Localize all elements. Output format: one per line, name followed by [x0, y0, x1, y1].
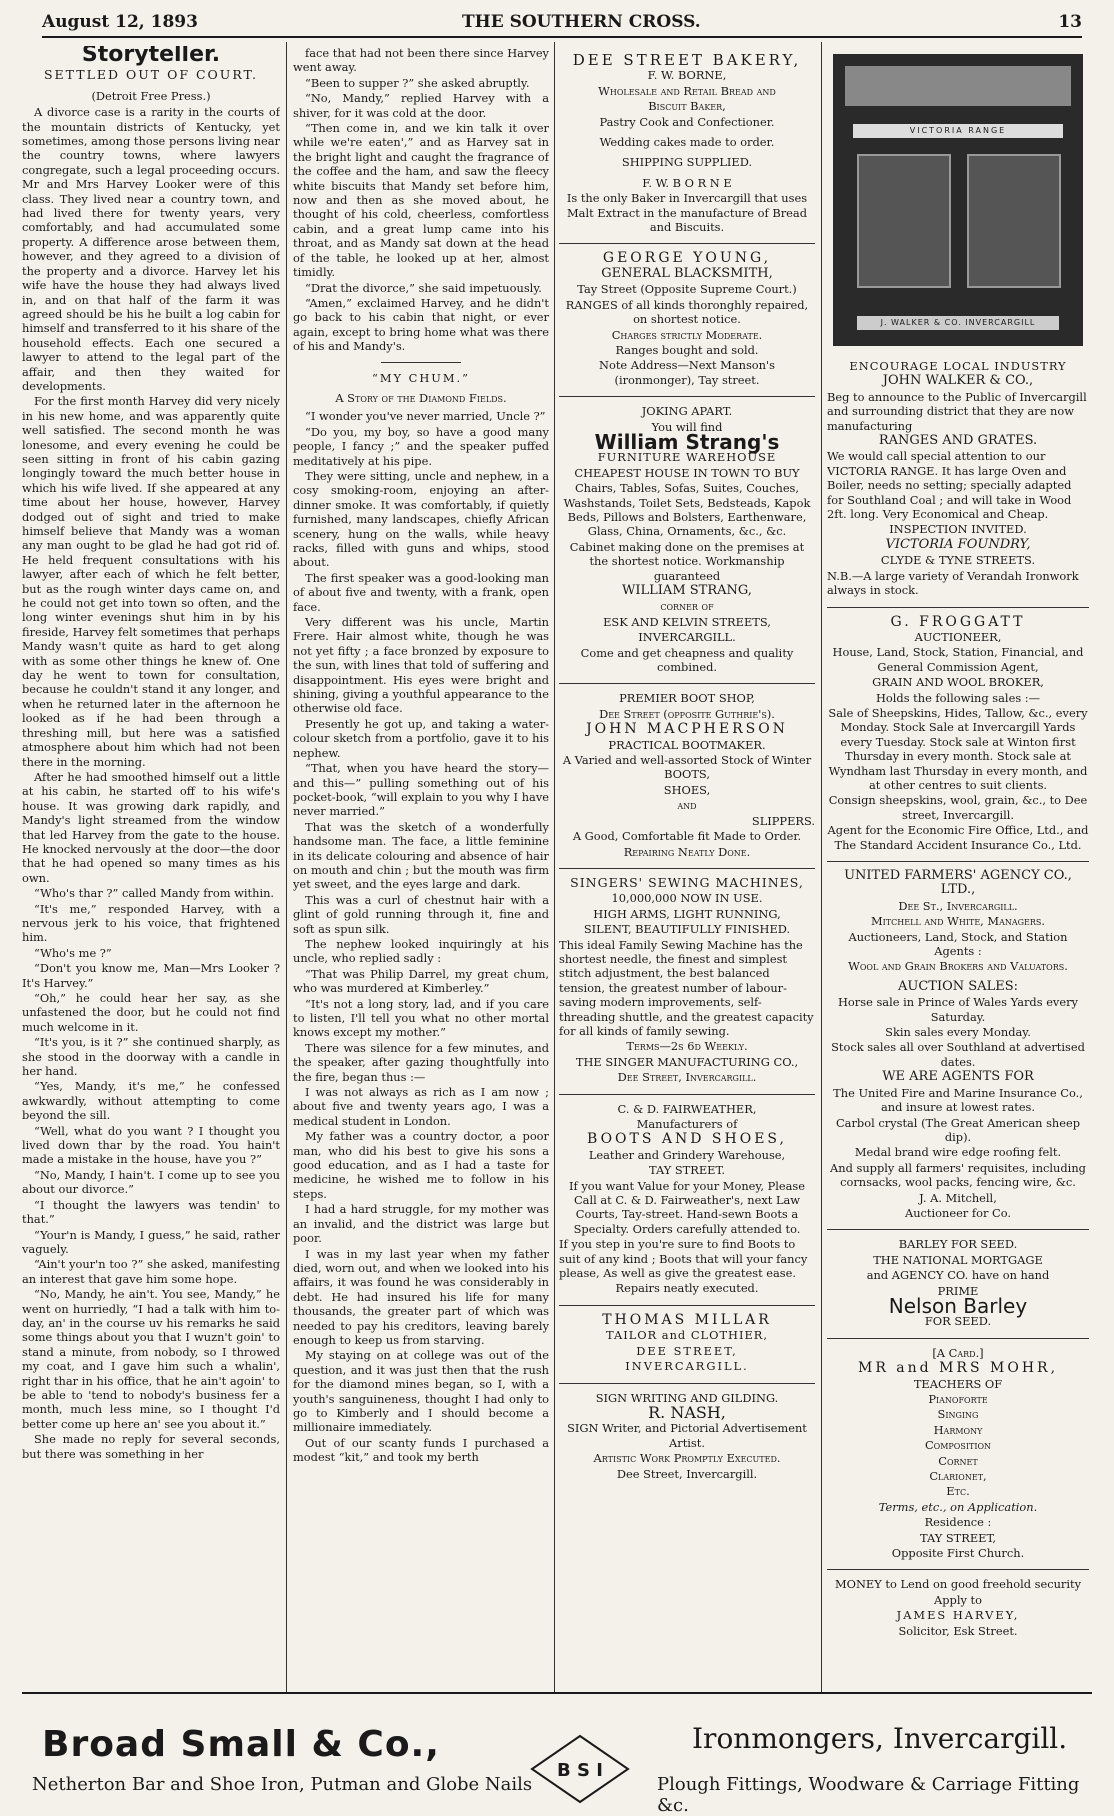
story-separator	[381, 362, 461, 363]
stove-band-label: VICTORIA RANGE	[853, 124, 1063, 138]
ad-heading: UNITED FARMERS' AGENCY CO., LTD.,	[844, 868, 1072, 898]
ad-line: Auctioneers, Land, Stock, and Station Agents :	[848, 929, 1068, 959]
ad-heading: THE NATIONAL MORTGAGE	[873, 1252, 1043, 1267]
story-paragraph: “Who's thar ?” called Mandy from within.	[34, 886, 275, 901]
ad-john-walker	[827, 352, 1089, 608]
ad-line: A Good, Comfortable fit Made to Order.	[572, 829, 802, 844]
ad-line: If you want Value for your Money, Please Call at C. & D. Fairweather's, next Law Courts, Tay-street. Hand-sewn Boots a Specialty. Orders carefully attended to.	[569, 1178, 805, 1236]
column-story-chum	[293, 46, 549, 1686]
ad-line: SHIPPING SUPPLIED.	[621, 155, 753, 170]
ad-united-farmers	[827, 862, 1089, 1230]
story-paragraph: “Well, what do you want ? I thought you lived down thar by the road. You hain't made a mistake in the house, have you ?”	[22, 1123, 280, 1167]
column-advertisements-1	[559, 46, 815, 1686]
ad-line: AUCTION SALES:	[898, 978, 1018, 994]
ad-line: F. W. B O R N E	[642, 175, 732, 190]
ad-line: F. W. BORNE,	[647, 68, 727, 83]
footer-advertisement	[22, 1692, 1092, 1814]
ad-line: Stock sales all over Southland at advertised dates.	[831, 1040, 1085, 1069]
story-paragraph: “Your'n is Mandy, I guess,” he said, rather vaguely.	[22, 1227, 280, 1256]
issue-date: August 12, 1893	[42, 12, 198, 32]
ad-heading: R. NASH,	[648, 1402, 726, 1422]
ad-line: CLYDE & TYNE STREETS.	[880, 553, 1036, 568]
story-paragraph: The nephew looked inquiringly at his uncle, who replied sadly :	[293, 936, 549, 966]
ad-line: Come and get cheapness and quality combined.	[580, 645, 794, 675]
ad-heading: GEORGE YOUNG,	[602, 250, 772, 267]
ad-line: Is the only Baker in Invercargill that uses Malt Extract in the manufacture of Bread and Biscuits.	[566, 191, 808, 235]
ad-line: Pianoforte	[928, 1392, 988, 1406]
masthead	[42, 8, 1082, 34]
ad-line: Auctioneer for Co.	[904, 1205, 1012, 1220]
ad-thomas-millar	[559, 1306, 815, 1384]
story-paragraph: “Who's me ?”	[34, 945, 112, 960]
footer-right-subtitle: Plough Fittings, Woodware & Carriage Fitting &c.	[657, 1774, 1080, 1816]
story-paragraph: Very different was his uncle, Martin Frere. Hair almost white, though he was not yet fifty ; a face bronzed by exposure to the sun, with lines that told of suffering and disappointment. His eyes were bright and shining, giving a youthful appearance to the otherwise old face.	[293, 615, 549, 716]
ad-heading: MR and MRS MOHR,	[857, 1360, 1059, 1377]
ad-heading: THOMAS MILLAR	[602, 1311, 772, 1328]
ad-line: Cornet	[938, 1453, 978, 1468]
ad-heading: MONEY to Lend on good freehold security	[834, 1577, 1082, 1592]
ad-line: Opposite First Church.	[891, 1546, 1025, 1561]
ad-line: WE ARE AGENTS FOR	[882, 1069, 1034, 1085]
ad-line: Repairs neatly executed.	[615, 1281, 759, 1296]
stove-oven-door	[857, 154, 951, 288]
ad-froggatt	[827, 608, 1089, 863]
ad-line: [A Card.]	[932, 1345, 984, 1360]
ad-line: Wholesale and Retail Bread and	[598, 83, 776, 98]
ad-line: VICTORIA FOUNDRY,	[885, 536, 1031, 552]
ad-line: Wedding cakes made to order.	[599, 135, 775, 150]
story-paragraph: Out of our scanty funds I purchased a modest “kit,” and took my berth	[293, 1435, 549, 1465]
ad-line: TAY STREET,	[919, 1530, 997, 1545]
ad-line: If you step in you're sure to find Boots to suit of any kind ; Boots that will your fancy please, As well as give the greatest ease.	[559, 1237, 808, 1281]
footer-right-title: Ironmongers, Invercargill.	[692, 1722, 1068, 1755]
story-paragraph: “It's not a long story, lad, and if you care to listen, I'll tell you what no other mortal knows except my mother.”	[293, 996, 549, 1040]
story-paragraph: “That was Philip Darrel, my great chum, who was murdered at Kimberley.”	[293, 966, 549, 996]
story-paragraph: “Oh,” he could hear her say, as she unfastened the door, but he could not find much welcome in it.	[22, 991, 280, 1034]
ad-line: J. A. Mitchell,	[919, 1190, 997, 1205]
ad-line: 10,000,000 NOW IN USE.	[611, 891, 763, 906]
ad-line: Singing	[937, 1407, 979, 1422]
story-paragraph: “Been to supper ?” she asked abruptly.	[305, 75, 530, 90]
story-paragraph: There was silence for a few minutes, and the speaker, after gazing thoughtfully into the fire, began thus :—	[293, 1040, 549, 1084]
ad-line: CHEAPEST HOUSE IN TOWN TO BUY	[574, 465, 800, 480]
ad-heading: JOHN MACPHERSON	[586, 721, 788, 738]
ad-line: SHOES,	[663, 782, 711, 797]
ad-line: Consign sheepskins, wool, grain, &c., to Dee street, Invercargill.	[828, 793, 1088, 822]
ad-line: THE SINGER MANUFACTURING CO.,	[575, 1054, 799, 1069]
ad-line: PRIME	[937, 1283, 979, 1298]
column-story-settled	[22, 46, 280, 1686]
ad-line: Terms, etc., on Application.	[878, 1499, 1038, 1514]
ad-line: Harmony	[933, 1422, 983, 1437]
paper-title: THE SOUTHERN CROSS.	[462, 12, 701, 32]
ad-line: FOR SEED.	[924, 1314, 992, 1329]
ad-line: Tay Street (Opposite Supreme Court.)	[577, 282, 797, 297]
story-paragraph: For the first month Harvey did very nicely in his new home, and was apparently quite well satisfied. The second month he was lonesome, and every evening he could be seen sitting in front of his cabin gazing longingly toward the much better house in which his wife lived. If she appeared at any time about her house, however, Harvey dodged out of sight and tried to make himself believe that Mandy was a woman any man ought to be glad he had got rid of. He held frequent consultations with his lawyer, after each of which he felt better, but as the rough winter days came on, and he could not get into town so often, and the long winter evenings shut him in by his fireside, Harvey felt sometimes that perhaps Mandy wasn't quite as hard to get along with as some other things he knew of. One day he went to town for consultation, because he couldn't stand it any longer, and when he returned later in the afternoon he looked as if he had been through a threshing mill, but here was a satisfied atmosphere about him which had not been there in the morning.	[22, 394, 280, 769]
story-paragraph: “Then come in, and we kin talk it over while we're eaten',” and as Harvey sat in the bright light and caught the fragrance of the coffee and the ham, and saw the fleecy white biscuits that Mandy set before him, now and then as she moved about, he thought of his cold, cheerless, comfortless cabin, and a great lump came into his throat, and as Mandy sat down at the head of the table, he looked up at her, almost timidly.	[293, 121, 549, 280]
ad-line: Composition	[924, 1438, 992, 1453]
story-paragraph: “I thought the lawyers was tendin' to that.”	[22, 1197, 280, 1227]
ad-line: Cabinet making done on the premises at the shortest notice. Workmanship guaranteed	[569, 539, 805, 583]
story-paragraph: The first speaker was a good-looking man of about five and twenty, with a frank, open face.	[293, 570, 549, 614]
ad-line: DEE STREET,	[636, 1343, 738, 1358]
column-divider	[286, 42, 287, 1692]
ad-william-strang	[559, 397, 815, 684]
ad-line: BARLEY FOR SEED.	[898, 1237, 1018, 1252]
ad-line: Clarionet,	[929, 1469, 987, 1484]
ad-singer-sewing	[559, 869, 815, 1095]
story-paragraph: “No, Mandy, he ain't. You see, Mandy,” he went on hurriedly, “I had a talk with him to-day, an' in the course uv his remarks he said some things about you that I wuzn't goin' to stand a minute, from nobody, so I throwed my coat, and I gave him such a whalin', right thar in his office, that he ain't agoin' to be able to 'tend to nobody's business fer a month, much less mine, so I thought I'd better come up here an' see you about it.”	[22, 1287, 280, 1431]
ad-line: and AGENCY CO. have on hand	[866, 1268, 1050, 1283]
ad-line: We would call special attention to our VICTORIA RANGE. It has large Oven and Boiler, needs no setting; specially adapted for Southland Coal ; and will take in Wood 2ft. long. Very Economical and Cheap.	[827, 449, 1072, 522]
ad-line: WILLIAM STRANG,	[622, 583, 752, 598]
story-paragraph: After he had smoothed himself out a little at his cabin, he started off to his wife's house. It was growing dark rapidly, and Mandy's light streamed from the window that led Harvey from the gate to the house. He knocked nervously at the door—the door that he had opened so many times as his own.	[22, 769, 280, 885]
ad-line: Chairs, Tables, Sofas, Suites, Couches, Washstands, Toilet Sets, Bedsteads, Kapok Beds, Pillows and Bolsters, Earthenware, Glass, China, Ornaments, &c., &c.	[563, 481, 811, 539]
ad-heading: William Strang's	[594, 429, 780, 454]
ad-line: Dee Street, Invercargill.	[617, 1070, 757, 1085]
ad-line: N.B.—A large variety of Verandah Ironwork always in stock.	[827, 568, 1079, 598]
story-paragraph: I was in my last year when my father died, worn out, and when we looked into his affairs, it was found he was considerably in debt. He had insured his life for many thousands, the greater part of which was needed to pay his creditors, leaving barely enough to keep us from starving.	[293, 1246, 549, 1347]
ad-line: SILENT, BEAUTIFULLY FINISHED.	[583, 922, 791, 937]
ad-line: Skin sales every Monday.	[885, 1025, 1031, 1040]
ad-line: corner of	[660, 599, 714, 614]
story-paragraph: “Do you, my boy, so have a good many people, I fancy ;” and the speaker puffed meditatively at his pipe.	[293, 424, 549, 468]
ad-line: Wool and Grain Brokers and Valuators.	[848, 959, 1068, 974]
story-source: (Detroit Free Press.)	[91, 88, 211, 103]
ad-fairweather	[559, 1095, 815, 1306]
ad-heading: DEE STREET BAKERY,	[572, 51, 802, 69]
logo-letters: B S I	[557, 1760, 603, 1781]
story-title: SETTLED OUT OF COURT.	[43, 67, 258, 83]
ad-line: You will find	[651, 419, 723, 434]
story-paragraph: face that had not been there since Harvey went away.	[293, 46, 549, 75]
story-paragraph: This was a curl of chestnut hair with a glint of gold running through it, fine and soft as spun silk.	[293, 892, 549, 936]
ad-mohr-teachers	[827, 1339, 1089, 1571]
ad-line: TAILOR and CLOTHIER,	[606, 1328, 768, 1343]
story-paragraph: “Amen,” exclaimed Harvey, and he didn't go back to his cabin that night, or ever again, except to bring home what was there of his and Mandy's.	[293, 295, 549, 354]
ad-heading: JOHN WALKER & CO.,	[882, 373, 1034, 389]
ad-line: Medal brand wire edge roofing felt.	[854, 1145, 1062, 1160]
ad-line: Mitchell and White, Managers.	[871, 914, 1045, 929]
ad-line: PRACTICAL BOOTMAKER.	[608, 737, 766, 752]
story-paragraph: “It's me,” responded Harvey, with a nervous jerk to his voice, that frightened him.	[22, 901, 280, 945]
column-divider	[821, 42, 822, 1692]
story-paragraph: My staying on at college was out of the question, and it was just then that the rush for the diamond mines began, so I, with a youth's sanguineness, thought I had only to go to Kimberly and I should become a millionaire immediately.	[293, 1348, 549, 1435]
column-divider	[554, 42, 555, 1692]
ad-line: Manufacturers of	[636, 1117, 738, 1131]
story-paragraph: “Drat the divorce,” she said impetuously.	[305, 280, 542, 295]
ad-line: TAY STREET.	[648, 1163, 726, 1178]
story-paragraph: Presently he got up, and taking a water-colour sketch from a portfolio, gave it to his nephew.	[293, 716, 549, 760]
story-paragraph: I was not always as rich as I am now ; about five and twenty years ago, I was a medical student in London.	[293, 1085, 549, 1128]
story-paragraph: That was the sketch of a wonderfully handsome man. The face, a little feminine in its delicate colouring and absence of hair on mouth and chin ; but the mouth was firm yet sweet, and the eyes large and dark.	[293, 819, 549, 892]
ad-line: The United Fire and Marine Insurance Co., and insure at lowest rates.	[833, 1085, 1083, 1115]
ad-line: Terms—2s 6d Weekly.	[626, 1039, 748, 1054]
ad-line: Note Address—Next Manson's (ironmonger), Tay street.	[599, 358, 775, 387]
ad-line: GRAIN AND WOOL BROKER,	[872, 675, 1044, 690]
ad-heading: BOOTS AND SHOES,	[587, 1131, 787, 1148]
story-paragraph: “That, when you have heard the story—and this—” pulling something out of his pocket-book, “will explain to you why I have never married.”	[293, 761, 549, 819]
ad-line: Dee St., Invercargill.	[898, 898, 1018, 913]
ad-line: Biscuit Baker,	[648, 99, 726, 114]
ad-line: and	[677, 798, 697, 813]
ad-line: Dee Street (opposite Guthrie's).	[599, 706, 775, 721]
story-paragraph: “Ain't your'n too ?” she asked, manifesting an interest that gave him some hope.	[22, 1257, 280, 1286]
ad-line: Ranges bought and sold.	[615, 342, 759, 357]
story-paragraph: She made no reply for several seconds, but there was something in her	[22, 1432, 280, 1461]
story-subtitle: A Story of the Diamond Fields.	[335, 390, 507, 405]
ad-premier-boot-shop	[559, 684, 815, 868]
footer-brand: Broad Small & Co.,	[42, 1724, 440, 1765]
ad-heading: G. FROGGATT	[890, 613, 1026, 630]
ad-line: ENCOURAGE LOCAL INDUSTRY	[849, 359, 1067, 373]
ad-line: INSPECTION INVITED.	[889, 522, 1027, 537]
ad-line: Etc.	[946, 1484, 970, 1499]
ad-line: PREMIER BOOT SHOP,	[619, 691, 755, 706]
ad-line: And supply all farmers' requisites, including cornsacks, wool packs, fencing wire, &c.	[830, 1160, 1086, 1190]
ad-line: AUCTIONEER,	[914, 629, 1002, 644]
ad-line: Carbol crystal (The Great American sheep dip).	[835, 1115, 1081, 1144]
ad-money-to-lend	[827, 1570, 1089, 1647]
ad-line: RANGES AND GRATES.	[878, 433, 1038, 449]
ad-george-young	[559, 244, 815, 397]
ad-line: House, Land, Stock, Station, Financial, and General Commission Agent,	[832, 645, 1084, 674]
ad-dee-street-bakery	[559, 46, 815, 244]
story-paragraph: They were sitting, uncle and nephew, in a cosy smoking-room, enjoying an after-dinner smoke. It was comfortably, if quietly furnished, many landscapes, chiefly African scenery, hung on the walls, while heavy racks, filled with guns and whips, stood about.	[293, 468, 549, 570]
ad-line: Nelson Barley	[888, 1293, 1028, 1318]
footer-subtitle: Netherton Bar and Shoe Iron, Putman and Globe Nails	[32, 1774, 533, 1795]
ad-line: Agent for the Economic Fire Office, Ltd., and The Standard Accident Insurance Co., Ltd.	[827, 823, 1089, 852]
ad-line: HIGH ARMS, LIGHT RUNNING,	[593, 906, 781, 921]
ad-line: Dee Street, Invercargill.	[616, 1466, 758, 1481]
stove-boiler-door	[967, 154, 1061, 288]
ad-line: Leather and Grindery Warehouse,	[588, 1147, 786, 1162]
story-paragraph: “It's you, is it ?” she continued sharply, as she stood in the doorway with a candle in her hand.	[22, 1035, 280, 1079]
victoria-range-engraving	[833, 54, 1083, 346]
ad-line: Apply to	[934, 1592, 982, 1607]
story-paragraph: “I wonder you've never married, Uncle ?”	[305, 409, 546, 424]
ad-line: JOKING APART.	[641, 404, 733, 419]
ad-line: A Varied and well-assorted Stock of Winter BOOTS,	[562, 753, 812, 782]
masthead-rule	[42, 36, 1082, 38]
ad-line: JAMES HARVEY,	[896, 1608, 1020, 1623]
ad-heading: SINGERS' SEWING MACHINES,	[570, 874, 804, 890]
ad-line: Horse sale in Prince of Wales Yards every Saturday.	[838, 995, 1078, 1024]
ad-line: FURNITURE WAREHOUSE	[597, 450, 777, 465]
ad-line: INVERCARGILL.	[638, 630, 736, 645]
ad-line: Charges strictly Moderate.	[611, 327, 763, 342]
ad-line: Solicitor, Esk Street.	[898, 1623, 1018, 1638]
ad-line: SIGN Writer, and Pictorial Advertisement Artist.	[567, 1421, 807, 1450]
ad-line: Repairing Neatly Done.	[623, 844, 751, 859]
ad-line: This ideal Family Sewing Machine has the shortest needle, the finest and simplest stitch adjustment, the best balanced tension, the greatest number of labour-saving modern improvements, self-threading shuttle, and the greatest capacity for all kinds of family sewing.	[559, 937, 814, 1038]
ad-line: SIGN WRITING AND GILDING.	[595, 1390, 779, 1405]
story-paragraph: “Don't you know me, Man—Mrs Looker ? It's Harvey.”	[22, 961, 280, 990]
ad-line: C. & D. FAIRWEATHER,	[617, 1101, 757, 1116]
ad-line: INVERCARGILL.	[625, 1359, 749, 1374]
ad-line: Sale of Sheepskins, Hides, Tallow, &c., every Monday. Stock Sale at Invercargill Yards every Tuesday. Stock sale at Winton first Thursday in every month. Stock sale at Wyndham last Thursday in every month, and at other centres to suit clients.	[828, 705, 1088, 792]
ad-line: ESK AND KELVIN STREETS,	[603, 614, 771, 629]
ad-line: RANGES of all kinds thoronghly repaired, on shortest notice.	[565, 297, 809, 327]
story-title: “MY CHUM.”	[372, 370, 470, 385]
stove-maker-plate: J. WALKER & CO. INVERCARGILL	[857, 316, 1059, 330]
ad-line: GENERAL BLACKSMITH,	[601, 265, 773, 281]
ad-line: Residence :	[924, 1515, 992, 1530]
stove-top	[845, 66, 1071, 106]
section-heading: Storyteller.	[81, 46, 221, 67]
ad-line: Pastry Cook and Confectioner.	[599, 114, 775, 129]
ad-line: Holds the following sales :—	[875, 690, 1041, 705]
story-paragraph: My father was a country doctor, a poor man, who did his best to give his sons a good education, and as I had a taste for medicine, he wished me to follow in his steps.	[293, 1129, 549, 1201]
column-advertisements-2	[827, 46, 1089, 1686]
ad-r-nash	[559, 1384, 815, 1490]
ad-line: SLIPPERS.	[751, 813, 815, 828]
ad-line: Beg to announce to the Public of Invercargill and surrounding district that they are now manufacturing	[827, 389, 1087, 433]
page-number: 13	[1058, 12, 1082, 32]
ad-nelson-barley	[827, 1230, 1089, 1338]
story-paragraph: A divorce case is a rarity in the courts of the mountain districts of Kentucky, yet sometimes, among those persons living near the country towns, where lawyers congregate, such a legal proceeding occurs. Mr and Mrs Harvey Looker were of this class. They lived near a country town, and had lived there for twenty years, very comfortably, and had accumulated some property. A difference arose between them, however, and they agreed to a division of the property and a divorce. Harvey let his wife have the house they had always lived in, and on that half of the farm it was agreed should be his he built a log cabin for himself and transferred to it his share of the household effects. Each one secured a lawyer to attend to the legal part of the affair, and then they waited for developments.	[22, 105, 280, 393]
story-paragraph: “No, Mandy,” replied Harvey with a shiver, for it was cold at the door.	[293, 91, 549, 120]
ad-line: Artistic Work Promptly Executed.	[593, 1451, 781, 1466]
story-paragraph: I had a hard struggle, for my mother was an invalid, and the district was large but poor.	[293, 1202, 549, 1246]
story-paragraph: “No, Mandy, I hain't. I come up to see you about our divorce.”	[22, 1167, 280, 1197]
story-paragraph: “Yes, Mandy, it's me,” he confessed awkwardly, without attempting to come beyond the sill.	[22, 1079, 280, 1123]
diamond-logo-icon	[530, 1734, 630, 1804]
ad-line: TEACHERS OF	[913, 1376, 1003, 1391]
